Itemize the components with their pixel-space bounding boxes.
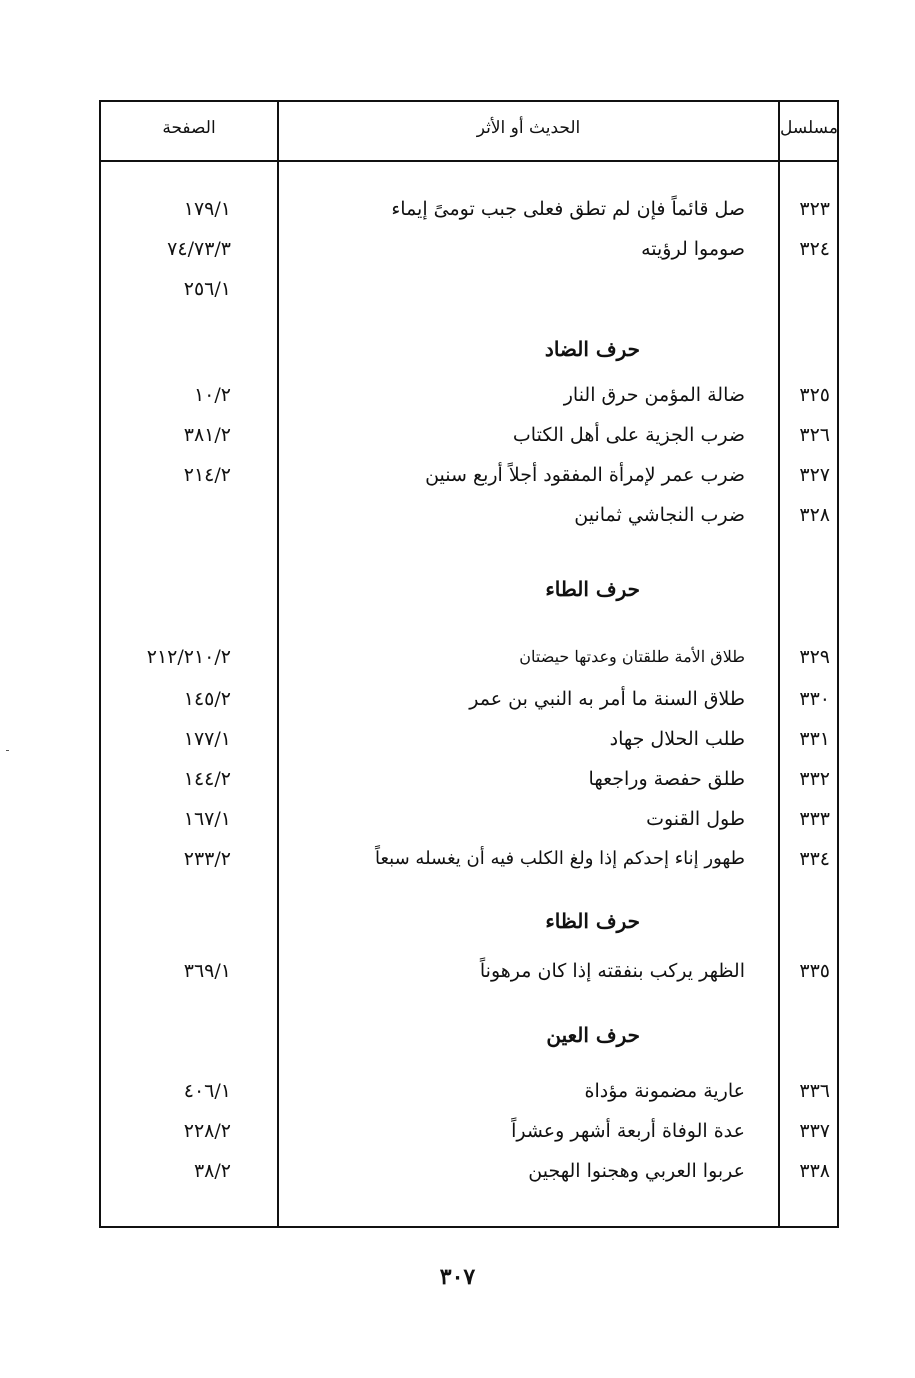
table-row	[101, 1154, 837, 1188]
row-page: ١٧٩/١	[183, 198, 231, 220]
table-row	[101, 272, 837, 306]
table-row	[101, 418, 837, 452]
table-row	[101, 232, 837, 266]
row-page: ١٦٧/١	[183, 808, 231, 830]
row-serial: ٣٢٩	[799, 646, 830, 668]
section-heading-label: حرف الطاء	[545, 577, 640, 601]
header-serial: مسلسل	[780, 118, 838, 138]
row-serial: ٣٢٣	[799, 198, 830, 220]
row-page: ٢١٤/٢	[183, 464, 231, 486]
row-page: ٣٨١/٢	[183, 424, 231, 446]
row-serial: ٣٢٦	[799, 424, 830, 446]
row-page: ٢٣٣/٢	[183, 848, 231, 870]
row-text: طلاق السنة ما أمر به النبي بن عمر	[469, 688, 745, 710]
row-text: طول القنوت	[646, 808, 745, 830]
row-text: ضرب عمر لإمرأة المفقود أجلاً أربع سنين	[425, 464, 745, 486]
row-page: ٢٥٦/١	[183, 278, 231, 300]
row-text: عدة الوفاة أربعة أشهر وعشراً	[511, 1120, 745, 1142]
scan-speck	[6, 750, 9, 751]
table-row	[101, 722, 837, 756]
row-serial: ٣٣٦	[799, 1080, 830, 1102]
row-serial: ٣٢٥	[799, 384, 830, 406]
section-heading-zaa	[279, 904, 778, 938]
header-hadith: الحديث أو الأثر	[476, 118, 581, 138]
table-row	[101, 802, 837, 836]
row-page: ١٤٥/٢	[183, 688, 231, 710]
table-row	[101, 954, 837, 988]
section-heading-label: حرف الضاد	[544, 337, 640, 361]
row-text: طلب الحلال جهاد	[609, 728, 745, 750]
row-text: صل قائماً فإن لم تطق فعلى جبب تومىً إيماء	[391, 198, 745, 220]
row-text: طلاق الأمة طلقتان وعدتها حيضتان	[519, 647, 745, 666]
section-heading-label: حرف العين	[546, 1023, 640, 1047]
table-row	[101, 762, 837, 796]
row-serial: ٣٣٧	[799, 1120, 830, 1142]
row-serial: ٣٣٨	[799, 1160, 830, 1182]
row-page: ٢١٢/٢١٠/٢	[146, 646, 231, 668]
table-row	[101, 498, 837, 532]
row-text: عارية مضمونة مؤداة	[584, 1080, 745, 1102]
row-page: ٣٦٩/١	[183, 960, 231, 982]
row-serial: ٣٣٤	[799, 848, 830, 870]
section-heading-dad	[279, 332, 778, 366]
row-text: ضالة المؤمن حرق النار	[563, 384, 745, 406]
row-text: عربوا العربي وهجنوا الهجين	[528, 1160, 745, 1182]
row-serial: ٣٢٤	[799, 238, 830, 260]
table-row	[101, 842, 837, 876]
row-page: ١٠/٢	[193, 384, 231, 406]
table-row	[101, 1114, 837, 1148]
row-serial: ٣٣١	[799, 728, 830, 750]
row-page: ٤٠٦/١	[183, 1080, 231, 1102]
row-serial: ٣٢٨	[799, 504, 830, 526]
section-heading-ain	[279, 1018, 778, 1052]
row-page: ٧٤/٧٣/٣	[167, 238, 231, 260]
page-number: ٣٠٧	[439, 1264, 476, 1290]
row-page: ١٤٤/٢	[183, 768, 231, 790]
header-divider	[101, 160, 837, 162]
row-page: ٢٢٨/٢	[183, 1120, 231, 1142]
section-heading-label: حرف الظاء	[545, 909, 640, 933]
row-text: طلق حفصة وراجعها	[588, 768, 745, 790]
index-table	[99, 100, 839, 1228]
table-row	[101, 682, 837, 716]
row-serial: ٣٣٥	[799, 960, 830, 982]
row-serial: ٣٣٣	[799, 808, 830, 830]
row-text: ضرب الجزية على أهل الكتاب	[512, 424, 745, 446]
row-serial: ٣٣٢	[799, 768, 830, 790]
row-text: الظهر يركب بنفقته إذا كان مرهوناً	[479, 960, 745, 982]
section-heading-taa	[279, 572, 778, 606]
row-page: ٣٨/٢	[193, 1160, 231, 1182]
table-row	[101, 378, 837, 412]
row-serial: ٣٣٠	[799, 688, 830, 710]
row-text: ضرب النجاشي ثمانين	[574, 504, 745, 526]
header-page: الصفحة	[162, 118, 216, 138]
row-page: ١٧٧/١	[183, 728, 231, 750]
table-row	[101, 1074, 837, 1108]
table-row	[101, 192, 837, 226]
table-row	[101, 640, 837, 674]
table-row	[101, 458, 837, 492]
row-text: طهور إناء إحدكم إذا ولغ الكلب فيه أن يغسله سبعاً	[375, 848, 745, 869]
row-text: صوموا لرؤيته	[641, 238, 745, 260]
row-serial: ٣٢٧	[799, 464, 830, 486]
